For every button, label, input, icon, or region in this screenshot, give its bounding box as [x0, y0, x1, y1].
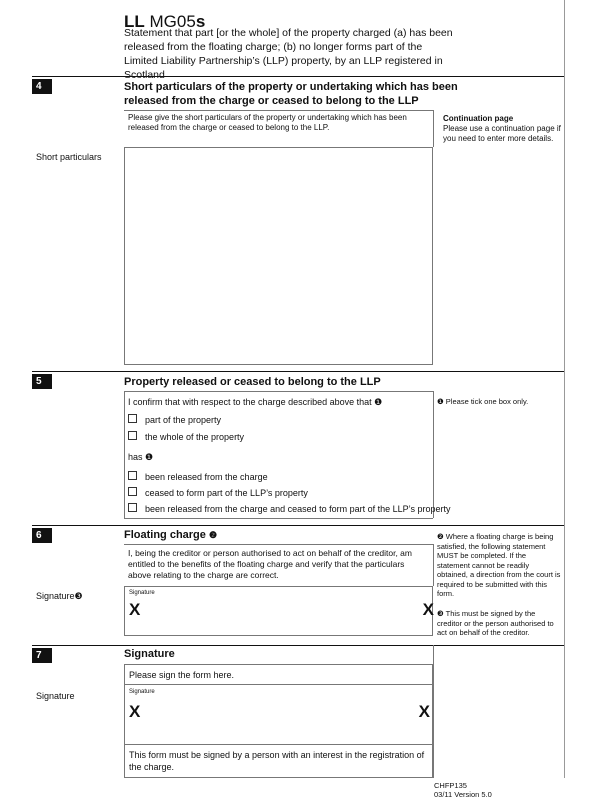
section4-divider — [433, 110, 434, 147]
option-part-of-property: part of the property — [145, 415, 222, 425]
option-released-from-charge: been released from the charge — [145, 472, 268, 482]
section7-footer-text: This form must be signed by a person with an interest in the registration of the charge. — [129, 750, 425, 772]
checkbox-released-from-charge[interactable] — [128, 471, 137, 480]
section6-sig-small-label: Signature — [129, 590, 155, 596]
section6-side-marker: ❸ — [74, 591, 83, 601]
section6-divider — [433, 544, 434, 586]
section5-box-top — [124, 391, 433, 392]
section4-number: 4 — [32, 79, 52, 94]
section6-statement: I, being the creditor or person authorised to act on behalf of the creditor, am entitled to the benefits of the floating charge and verify that the particulars above relating to the charge are correct. — [128, 548, 412, 580]
section6-rule — [32, 525, 564, 526]
has-text: has — [128, 452, 143, 462]
title-code: MG05 — [149, 12, 196, 31]
section5-note: ❶ Please tick one box only. — [437, 397, 529, 406]
section4-instruction: Please give the short particulars of the property or undertaking which has been released from the charge or ceased to belong to the LLP. — [128, 113, 407, 132]
section7-cross-right: X — [418, 702, 430, 721]
continuation-title: Continuation page — [443, 114, 514, 123]
section6-signature-box[interactable] — [124, 586, 433, 636]
section6-number: 6 — [32, 528, 52, 543]
title-suffix: s — [195, 12, 206, 31]
form-subtitle: Statement that part [or the whole] of the property charged (a) has been released from the floating charge; (b) no longer forms part of the Limited Liability Partnership’s (LLP) property, by an LLP registered in Scotland — [124, 27, 453, 81]
section7-cross-left: X — [129, 702, 141, 721]
continuation-text: Please use a continuation page if you need to enter more details. — [443, 124, 561, 143]
section4-heading-line2: released from the charge or ceased to belong to the LLP — [124, 95, 419, 107]
short-particulars-label: Short particulars — [36, 152, 102, 162]
section6-cross-left: X — [129, 600, 141, 619]
option-released-and-ceased: been released from the charge and ceased to form part of the LLP’s property — [145, 504, 451, 514]
section4-heading — [124, 80, 458, 108]
footer-version: 03/11 Version 5.0 — [434, 790, 492, 799]
section5-confirm-text: I confirm that with respect to the charge described above that — [128, 397, 372, 407]
section5-rule — [32, 371, 564, 372]
section5-divider — [433, 391, 434, 518]
section6-heading-text: Floating charge — [124, 529, 206, 541]
option-ceased-to-form-part: ceased to form part of the LLP’s property — [145, 488, 308, 498]
checkbox-released-and-ceased[interactable] — [128, 503, 137, 512]
section7-heading: Signature — [124, 648, 175, 660]
section6-heading — [124, 529, 217, 541]
section6-statement-top — [124, 544, 433, 545]
section7-right-divider — [433, 645, 434, 778]
section7-instruction: Please sign the form here. — [129, 670, 235, 680]
form-footer — [434, 781, 492, 799]
checkbox-part-of-property[interactable] — [128, 414, 137, 423]
section7-instruction-box — [124, 664, 433, 685]
continuation-note — [443, 114, 561, 144]
section5-number: 5 — [32, 374, 52, 389]
section7-rule — [32, 645, 564, 646]
footer-code: CHFP135 — [434, 781, 467, 790]
section4-instruction-top — [124, 110, 433, 111]
section5-heading: Property released or ceased to belong to the LLP — [124, 376, 381, 388]
has-label — [128, 451, 153, 463]
option-whole-of-property: the whole of the property — [145, 432, 245, 442]
section7-footer-box — [124, 745, 433, 778]
checkbox-ceased-to-form-part[interactable] — [128, 487, 137, 496]
section6-side-label-text: Signature — [36, 591, 75, 601]
section7-signature-box[interactable] — [124, 685, 433, 745]
section5-left-border — [124, 391, 125, 518]
title-ll: LL — [124, 12, 145, 31]
section7-number: 7 — [32, 648, 52, 663]
section6-note3: ❸ This must be signed by the creditor or the person authorised to act on behalf of the creditor. — [437, 609, 554, 637]
section5-confirm — [128, 396, 382, 408]
section6-heading-marker: ❷ — [208, 530, 218, 540]
section4-rule — [32, 76, 564, 77]
section7-side-label: Signature — [36, 691, 75, 701]
right-margin-line — [564, 0, 565, 778]
section5-box-bottom — [124, 518, 433, 519]
section6-note2: ❷ Where a floating charge is being satisfied, the following statement MUST be completed. If the statement cannot be readily obtained, a direction from the court is required to be submitted with this form. — [437, 532, 561, 598]
short-particulars-field[interactable] — [124, 147, 433, 365]
section6-side-label — [36, 590, 83, 602]
section7-sig-small-label: Signature — [129, 689, 155, 695]
checkbox-whole-of-property[interactable] — [128, 431, 137, 440]
section4-heading-line1: Short particulars of the property or undertaking which has been — [124, 81, 458, 93]
section5-confirm-marker: ❶ — [374, 397, 383, 407]
has-marker: ❶ — [145, 452, 154, 462]
section6-cross-right: X — [422, 600, 434, 619]
